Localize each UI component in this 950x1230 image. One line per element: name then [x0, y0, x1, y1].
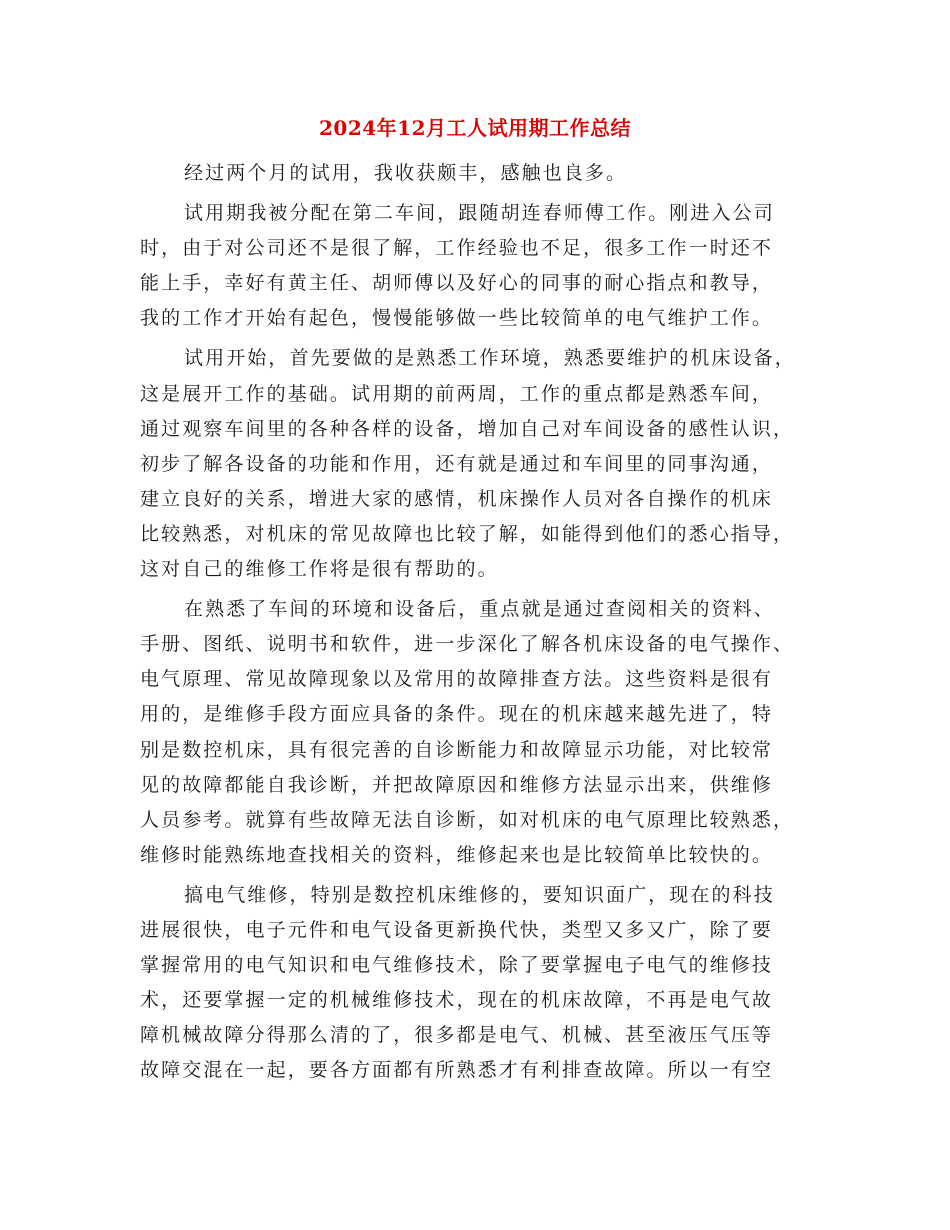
paragraph-line: 试用开始，首先要做的是熟悉工作环境，熟悉要维护的机床设备， — [184, 347, 796, 370]
paragraph-line: 在熟悉了车间的环境和设备后，重点就是通过查阅相关的资料、 — [184, 598, 775, 621]
paragraph-line: 见的故障都能自我诊断，并把故障原因和维修方法显示出来，供维修 — [140, 773, 774, 796]
paragraph-line: 进展很快，电子元件和电气设备更新换代快，类型又多又广，除了要 — [140, 918, 774, 941]
paragraph-line: 初步了解各设备的功能和作用，还有就是通过和车间里的同事沟通， — [140, 452, 774, 475]
paragraph-line: 术，还要掌握一定的机械维修技术，现在的机床故障，不再是电气故 — [140, 989, 774, 1012]
paragraph-line: 通过观察车间里的各种各样的设备，增加自己对车间设备的感性认识， — [140, 417, 795, 440]
paragraph-line: 建立良好的关系，增进大家的感情，机床操作人员对各自操作的机床 — [140, 487, 774, 510]
paragraph-line: 别是数控机床，具有很完善的自诊断能力和故障显示功能，对比较常 — [140, 738, 774, 761]
paragraph-line: 比较熟悉，对机床的常见故障也比较了解，如能得到他们的悉心指导， — [140, 522, 795, 545]
paragraph-5 — [140, 878, 812, 1089]
paragraph-line: 掌握常用的电气知识和电气维修技术，除了要掌握电子电气的维修技 — [140, 954, 774, 977]
paragraph-4 — [140, 592, 812, 873]
paragraph-2 — [140, 196, 812, 336]
paragraph-line: 时，由于对公司还不是很了解，工作经验也不足，很多工作一时还不 — [140, 237, 774, 260]
paragraph-line: 试用期我被分配在第二车间，跟随胡连春师傅工作。刚进入公司 — [184, 202, 775, 225]
paragraph-line: 我的工作才开始有起色，慢慢能够做一些比较简单的电气维护工作。 — [140, 307, 774, 330]
paragraph-line: 障机械故障分得那么清的了，很多都是电气、机械、甚至液压气压等 — [140, 1024, 774, 1047]
paragraph-line: 能上手，幸好有黄主任、胡师傅以及好心的同事的耐心指点和教导， — [140, 272, 774, 295]
paragraph-line: 这对自己的维修工作将是很有帮助的。 — [140, 558, 499, 581]
paragraph-line: 经过两个月的试用，我收获颇丰，感触也良多。 — [184, 162, 628, 184]
paragraph-line: 维修时能熟练地查找相关的资料，维修起来也是比较简单比较快的。 — [140, 843, 774, 866]
paragraph-line: 用的，是维修手段方面应具备的条件。现在的机床越来越先进了，特 — [140, 703, 774, 726]
paragraph-line: 搞电气维修，特别是数控机床维修的，要知识面广，现在的科技 — [184, 883, 775, 906]
document-title: 2024年12月工人试用期工作总结 — [319, 116, 631, 140]
paragraph-line: 故障交混在一起，要各方面都有所熟悉才有利排查故障。所以一有空 — [140, 1059, 774, 1082]
paragraph-line: 电气原理、常见故障现象以及常用的故障排查方法。这些资料是很有 — [140, 668, 774, 691]
paragraph-line: 手册、图纸、说明书和软件，进一步深化了解各机床设备的电气操作、 — [140, 633, 795, 656]
paragraph-1 — [140, 156, 812, 191]
paragraph-3 — [140, 341, 812, 587]
paragraph-line: 人员参考。就算有些故障无法自诊断，如对机床的电气原理比较熟悉， — [140, 808, 795, 831]
document-body — [140, 156, 812, 1088]
paragraph-line: 这是展开工作的基础。试用期的前两周，工作的重点都是熟悉车间， — [140, 382, 774, 405]
